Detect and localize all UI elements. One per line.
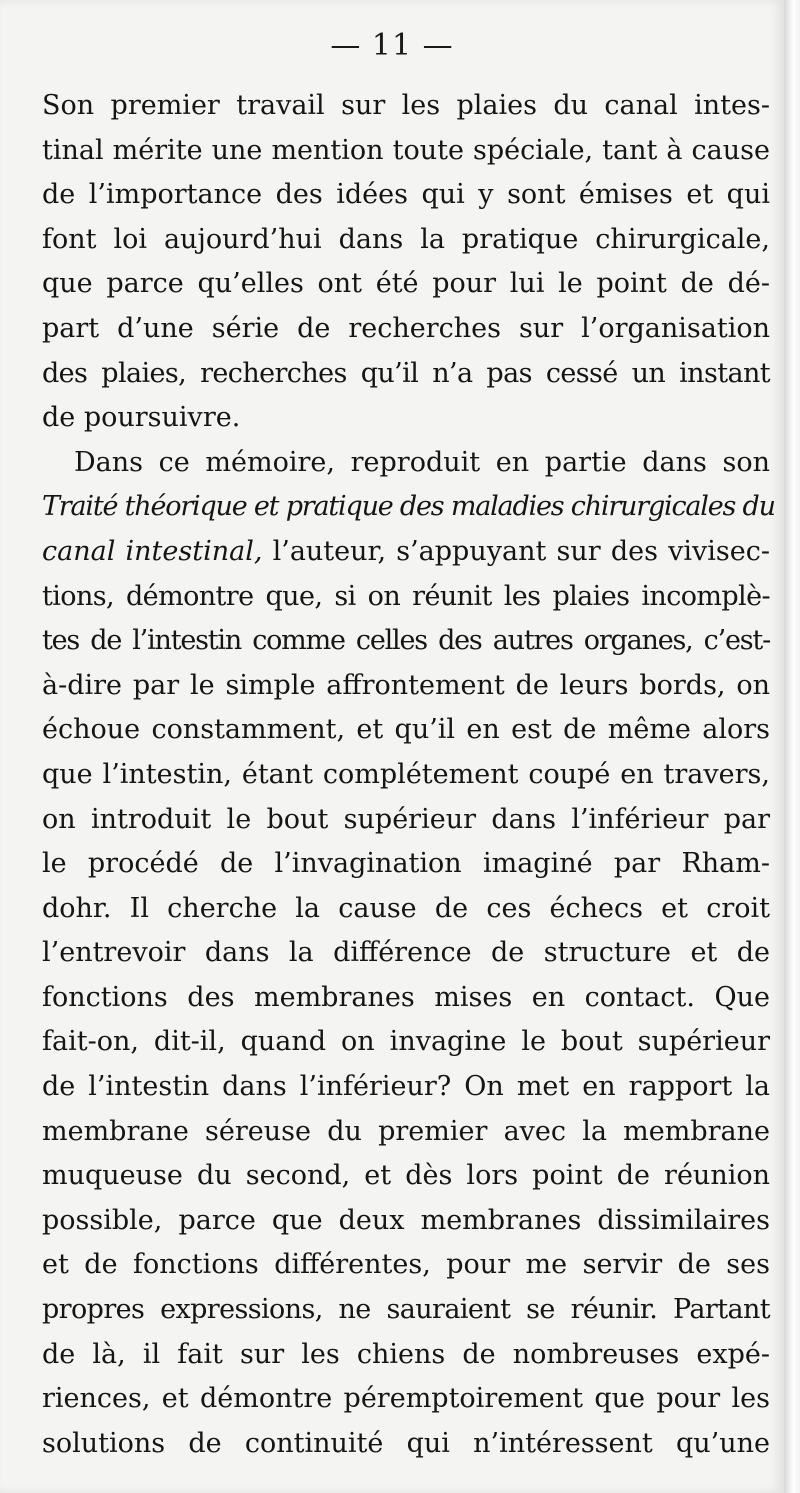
text-line: propres expressions, ne sauraient se réunir. Partant bbox=[42, 1294, 770, 1326]
text-line: de l’intestin dans l’inférieur? On met en rapport la bbox=[42, 1071, 770, 1103]
text-line: tes de l’intestin comme celles des autres organes, c’est- bbox=[42, 625, 770, 657]
text-line: fait-on, dit-il, quand on invagine le bout supérieur bbox=[42, 1026, 770, 1058]
text-line: de l’importance des idées qui y sont émises et qui bbox=[42, 179, 770, 211]
text-line-mixed bbox=[42, 530, 770, 575]
text-line: des plaies, recherches qu’il n’a pas cessé un instant bbox=[42, 357, 770, 389]
text-line: part d’une série de recherches sur l’organisation bbox=[42, 312, 770, 344]
page-edge bbox=[784, 0, 800, 1493]
text-line: tions, démontre que, si on réunit les plaies incomplè- bbox=[42, 580, 770, 612]
text-line: de là, il fait sur les chiens de nombreuses expé- bbox=[42, 1338, 770, 1370]
text-line: que l’intestin, étant complétement coupé en travers, bbox=[42, 758, 770, 790]
text-line: Dans ce mémoire, reproduit en partie dans son bbox=[74, 446, 770, 478]
text-line: tinal mérite une mention toute spéciale, tant à cause bbox=[42, 134, 770, 166]
text-line: riences, et démontre péremptoirement que pour les bbox=[42, 1383, 770, 1415]
text-line: de poursuivre. bbox=[42, 402, 241, 434]
text-line: fonctions des membranes mises en contact. Que bbox=[42, 981, 770, 1013]
body-text bbox=[42, 84, 775, 1466]
text-line: on introduit le bout supérieur dans l’inférieur par bbox=[42, 803, 770, 835]
text-line: muqueuse du second, et dès lors point de réunion bbox=[42, 1160, 770, 1192]
text-line: et de fonctions différentes, pour me servir de ses bbox=[42, 1249, 770, 1281]
text-line: dohr. Il cherche la cause de ces échecs et croit bbox=[42, 892, 770, 924]
text-line: possible, parce que deux membranes dissimilaires bbox=[42, 1204, 770, 1236]
book-title-italic-end: canal intestinal, bbox=[42, 535, 263, 567]
text-line: à-dire par le simple affrontement de leurs bords, on bbox=[42, 669, 770, 701]
text-line: membrane séreuse du premier avec la membrane bbox=[42, 1115, 770, 1147]
text-fragment: l’auteur, s’appuyant sur des vivisec- bbox=[262, 535, 770, 567]
text-line: solutions de continuité qui n’intéressent qu’une bbox=[42, 1427, 770, 1459]
page-number: — 11 — bbox=[330, 28, 454, 63]
text-line: Son premier travail sur les plaies du canal intes- bbox=[42, 90, 770, 121]
text-line: font loi aujourd’hui dans la pratique chirurgicale, bbox=[42, 223, 770, 255]
text-line: le procédé de l’invagination imaginé par Rham- bbox=[42, 848, 770, 880]
text-line: échoue constamment, et qu’il en est de même alors bbox=[42, 714, 770, 746]
text-line: que parce qu’elles ont été pour lui le point de dé- bbox=[42, 268, 770, 300]
text-line: l’entrevoir dans la différence de structure et de bbox=[42, 937, 770, 969]
book-title-italic: Traité théorique et pratique des maladies chirurgicales du bbox=[42, 491, 775, 523]
